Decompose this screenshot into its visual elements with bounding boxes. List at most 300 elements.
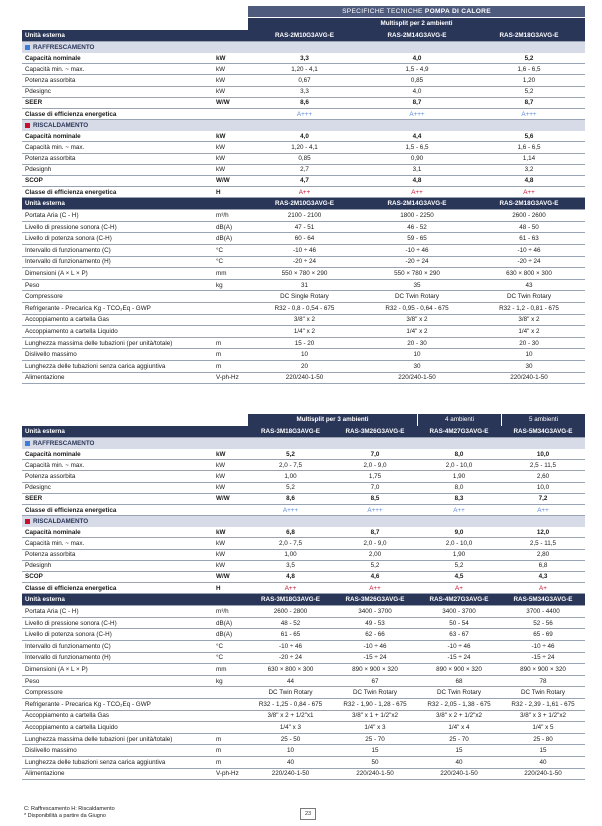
row-value: -20 ÷ 24 <box>278 654 303 662</box>
row-label: Refrigerante - Precarica Kg - TCO₂Eq - GWP <box>25 700 151 708</box>
spec-row <box>22 757 585 769</box>
row-label: Compressore <box>25 689 63 697</box>
model-name: RAS-2M14G3AVG-E <box>387 32 447 39</box>
model-name: RAS-5M34G3AVG-E <box>513 596 573 604</box>
heating-icon <box>25 519 30 524</box>
row-label: Intervallo di funzionamento (C) <box>25 642 111 650</box>
row-unit: kW <box>216 143 226 151</box>
row-value: 6,8 <box>286 528 295 536</box>
row-value: 3,3 <box>300 88 309 96</box>
row-value: 7,2 <box>538 495 548 503</box>
spec-row <box>22 699 585 711</box>
row-label: Peso <box>25 677 40 685</box>
row-value: 3/8" x 1 + 1/2"x2 <box>352 712 398 720</box>
spec-row <box>22 606 585 618</box>
row-value: 220/240-1-50 <box>524 770 562 778</box>
row-unit: m <box>216 758 222 766</box>
row-value: 8,6 <box>286 495 295 503</box>
row-unit: kW <box>216 484 226 492</box>
row-value: 3,5 <box>286 562 295 570</box>
cooling-rows <box>22 53 585 120</box>
row-label: Lunghezza massima delle tubazioni (per unità/totale) <box>25 735 173 743</box>
section-title: RISCALDAMENTO <box>33 518 89 526</box>
spec-row <box>22 245 585 257</box>
row-value: 8,3 <box>454 495 464 503</box>
outdoor-unit-label: Unità esterna <box>25 596 65 604</box>
row-value: 5,2 <box>286 450 295 458</box>
section-cooling <box>22 438 585 449</box>
row-value: 1,20 <box>522 76 536 84</box>
row-label: Capacità min. ~ max. <box>25 65 85 73</box>
row-value: 43 <box>525 281 533 289</box>
section-cooling <box>22 42 585 53</box>
row-value: 4,8 <box>524 177 534 185</box>
spec-row <box>22 505 585 516</box>
row-unit: kW <box>216 155 226 163</box>
row-value: 220/240-1-50 <box>440 770 478 778</box>
row-value: 220/240-1-50 <box>285 374 324 382</box>
row-label: Livello di potenza sonora (C-H) <box>25 631 112 639</box>
row-value: 4,8 <box>286 573 295 581</box>
row-label: Pdesignh <box>25 166 52 174</box>
row-label: Intervallo di funzionamento (H) <box>25 654 111 662</box>
row-value: A++ <box>369 584 381 592</box>
row-unit: dB(A) <box>216 235 233 243</box>
row-value: 4,4 <box>412 132 422 140</box>
row-value: 1,6 - 6,5 <box>517 65 541 73</box>
row-unit: kg <box>216 281 223 289</box>
row-unit: kW <box>216 166 226 174</box>
row-value: R32 - 2,39 - 1,61 - 675 <box>511 700 575 708</box>
row-value: 220/240-1-50 <box>356 770 394 778</box>
row-label: Potenza assorbita <box>25 551 76 559</box>
spec-table-2-rooms <box>22 6 585 384</box>
row-label: Refrigerante - Precarica Kg - TCO₂Eq - GWP <box>25 304 151 312</box>
model-name: RAS-4M27G3AVG-E <box>429 428 489 435</box>
row-value: A+ <box>539 584 547 592</box>
section-title: RISCALDAMENTO <box>33 122 89 130</box>
row-value: 4,0 <box>412 54 422 62</box>
row-value: 3/8" x 3 + 1/2"x2 <box>520 712 566 720</box>
row-value: 0,67 <box>298 76 311 84</box>
row-value: 3/8" x 2 + 1/2"x2 <box>436 712 482 720</box>
row-value: DC Twin Rotary <box>268 689 313 697</box>
row-value: 5,2 <box>524 88 534 96</box>
row-unit: kW <box>216 539 226 547</box>
spec-row <box>22 494 585 505</box>
row-label: Pdesignh <box>25 562 52 570</box>
spec-row <box>22 338 585 350</box>
row-value: 15 <box>539 747 547 755</box>
heating-icon <box>25 123 30 128</box>
row-value: A++ <box>453 506 465 514</box>
row-label: Potenza assorbita <box>25 472 76 480</box>
model-header-row <box>22 426 585 438</box>
row-value: 2600 - 2800 <box>273 608 308 616</box>
row-label: Lunghezza delle tubazioni senza carica aggiuntiva <box>25 362 166 370</box>
spec-row <box>22 618 585 630</box>
row-value: 2,0 - 7,5 <box>278 539 303 547</box>
row-value: R32 - 0,8 - 0,54 - 675 <box>274 304 335 312</box>
row-value: 890 × 900 × 320 <box>436 666 482 674</box>
group-header-5-rooms: 5 ambienti <box>501 414 585 426</box>
row-unit: kW <box>216 551 226 559</box>
row-label: Lunghezza delle tubazioni senza carica aggiuntiva <box>25 758 166 766</box>
row-value: 40 <box>286 758 294 766</box>
spec-row <box>22 109 585 120</box>
row-label: Potenza assorbita <box>25 76 76 84</box>
row-unit: m <box>216 339 222 347</box>
row-value: 20 - 30 <box>519 339 539 347</box>
row-value: 50 <box>371 758 379 766</box>
row-label: Alimentazione <box>25 374 65 382</box>
row-label: Dimensioni (A × L × P) <box>25 270 88 278</box>
spec-row <box>22 653 585 665</box>
row-value: 220/240-1-50 <box>510 374 548 382</box>
spec-row <box>22 583 585 594</box>
row-value: A+ <box>455 584 463 592</box>
row-value: 1/4" x 3 <box>279 723 302 731</box>
spec-row <box>22 257 585 269</box>
row-unit: kW <box>216 65 226 73</box>
model-name: RAS-3M26G3AVG-E <box>345 428 405 435</box>
row-value: R32 - 1,90 - 1,28 - 675 <box>343 700 407 708</box>
row-value: DC Twin Rotary <box>507 293 551 301</box>
spec-row <box>22 142 585 153</box>
row-label: Dimensioni (A × L × P) <box>25 666 88 674</box>
row-value: 4,5 <box>454 573 464 581</box>
row-unit: V-ph-Hz <box>216 770 239 778</box>
row-unit: m <box>216 362 222 370</box>
row-label: Classe di efficienza energetica <box>25 188 117 196</box>
row-value: 2,0 - 10,0 <box>445 461 473 469</box>
row-unit: dB(A) <box>216 619 233 627</box>
row-value: -10 ÷ 46 <box>292 246 317 254</box>
model-name: RAS-2M10G3AVG-E <box>274 200 335 208</box>
row-label: Capacità min. ~ max. <box>25 539 85 547</box>
row-value: 52 - 56 <box>533 619 553 627</box>
row-value: 3/8" x 2 <box>518 316 540 324</box>
row-value: A++ <box>537 506 549 514</box>
row-value: DC Twin Rotary <box>437 689 481 697</box>
row-value: 35 <box>413 281 421 289</box>
section-title: RAFFRESCAMENTO <box>33 440 95 447</box>
row-value: 60 - 64 <box>294 235 315 243</box>
spec-row <box>22 572 585 583</box>
spec-row <box>22 641 585 653</box>
row-value: 9,0 <box>454 528 464 536</box>
row-value: DC Single Rotary <box>280 293 329 301</box>
spec-row <box>22 64 585 75</box>
spec-row <box>22 483 585 494</box>
row-unit: W/W <box>216 177 230 185</box>
row-unit: m <box>216 351 222 359</box>
model-name: RAS-2M18G3AVG-E <box>499 32 559 39</box>
spec-row <box>22 53 585 64</box>
row-label: Classe di efficienza energetica <box>25 506 117 514</box>
row-value: 61 - 65 <box>280 631 301 639</box>
row-value: 890 × 900 × 320 <box>520 666 566 674</box>
row-value: 20 - 30 <box>407 339 427 347</box>
row-unit: V-ph-Hz <box>216 374 239 382</box>
row-unit: mm <box>216 666 227 674</box>
row-unit: dB(A) <box>216 223 233 231</box>
row-value: A+++ <box>409 110 425 118</box>
row-value: 1,75 <box>368 472 382 480</box>
row-label: Pdesignc <box>25 484 51 492</box>
heating-rows <box>22 527 585 594</box>
row-value: A++ <box>411 188 423 196</box>
row-value: 1,00 <box>284 551 297 559</box>
row-value: 48 - 52 <box>280 619 301 627</box>
row-value: 0,85 <box>298 155 311 163</box>
spec-row <box>22 268 585 280</box>
row-unit: W/W <box>216 99 230 107</box>
row-value: 63 - 67 <box>449 631 469 639</box>
row-value: 630 × 800 × 300 <box>267 666 314 674</box>
row-value: 5,6 <box>524 132 534 140</box>
spec-row <box>22 87 585 98</box>
row-value: 3400 - 3700 <box>358 608 392 616</box>
section-title: RAFFRESCAMENTO <box>33 44 95 51</box>
row-label: Capacità nominale <box>25 528 81 536</box>
spec-row <box>22 165 585 176</box>
row-value: 1,5 - 4,9 <box>405 65 429 73</box>
row-label: Dislivello massimo <box>25 747 77 755</box>
row-value: A+++ <box>521 110 537 118</box>
row-value: 550 × 780 × 290 <box>281 270 328 278</box>
row-value: 550 × 780 × 290 <box>394 270 440 278</box>
outdoor-rows <box>22 606 585 780</box>
section-heating <box>22 516 585 527</box>
row-value: DC Twin Rotary <box>353 689 397 697</box>
row-value: 30 <box>413 362 421 370</box>
row-label: Livello di potenza sonora (C-H) <box>25 235 112 243</box>
row-value: 10 <box>300 351 308 359</box>
row-unit: H <box>216 584 221 592</box>
row-value: 1/4" x 2 <box>293 327 316 335</box>
row-unit: H <box>216 188 221 196</box>
spec-row <box>22 471 585 482</box>
row-value: 31 <box>300 281 308 289</box>
row-value: 7,0 <box>370 484 380 492</box>
row-value: -15 ÷ 24 <box>363 654 387 662</box>
row-label: Compressore <box>25 293 63 301</box>
row-value: 10 <box>413 351 421 359</box>
spec-row <box>22 222 585 234</box>
row-value: 8,6 <box>300 99 309 107</box>
row-value: 4,0 <box>412 88 422 96</box>
spec-row <box>22 745 585 757</box>
row-value: 3/8" x 2 + 1/2"x1 <box>267 712 314 720</box>
row-unit: W/W <box>216 573 230 581</box>
model-name: RAS-2M10G3AVG-E <box>274 32 335 39</box>
row-label: SEER <box>25 99 43 107</box>
spec-row <box>22 629 585 641</box>
spec-row <box>22 315 585 327</box>
row-label: Accoppiamento a cartella Gas <box>25 712 110 720</box>
spec-row <box>22 349 585 361</box>
row-label: Portata Aria (C - H) <box>25 608 79 616</box>
row-unit: kg <box>216 677 223 685</box>
row-label: Pdesignc <box>25 88 51 96</box>
row-label: Accoppiamento a cartella Liquido <box>25 327 118 335</box>
row-value: A++ <box>284 584 297 592</box>
row-value: 890 × 900 × 320 <box>352 666 398 674</box>
row-label: Capacità nominale <box>25 54 81 62</box>
row-value: 4,3 <box>538 573 548 581</box>
row-value: 8,7 <box>524 99 534 107</box>
row-value: A+++ <box>296 110 313 118</box>
row-value: 10,0 <box>536 484 550 492</box>
row-value: 2,80 <box>536 551 550 559</box>
spec-row <box>22 361 585 373</box>
row-value: A++ <box>298 188 311 196</box>
row-value: 25 - 70 <box>449 735 469 743</box>
row-value: R32 - 1,25 - 0,84 - 675 <box>258 700 323 708</box>
row-value: 67 <box>371 677 379 685</box>
row-unit: mm <box>216 270 227 278</box>
row-value: 47 - 51 <box>294 223 315 231</box>
row-unit: kW <box>216 54 226 62</box>
row-unit: m³/h <box>216 608 229 616</box>
banner-title-bold: POMPA DI CALORE <box>424 8 491 15</box>
row-value: 46 - 52 <box>407 223 427 231</box>
row-value: 20 <box>300 362 308 370</box>
heating-rows <box>22 131 585 198</box>
row-label: Lunghezza massima delle tubazioni (per unità/totale) <box>25 339 173 347</box>
row-value: 4,8 <box>412 177 422 185</box>
model-header-row <box>22 30 585 42</box>
row-value: -10 ÷ 46 <box>278 642 303 650</box>
row-value: 25 - 80 <box>533 735 553 743</box>
outdoor-unit-label: Unità esterna <box>25 32 65 39</box>
spec-row <box>22 326 585 338</box>
row-value: 2,0 - 10,0 <box>445 539 473 547</box>
cooling-icon <box>25 45 30 50</box>
row-value: 78 <box>539 677 547 685</box>
row-unit: W/W <box>216 495 230 503</box>
row-value: 1,90 <box>452 472 466 480</box>
row-value: 3,1 <box>412 166 422 174</box>
row-value: 220/240-1-50 <box>398 374 436 382</box>
row-value: 7,0 <box>370 450 380 458</box>
banner-title: SPECIFICHE TECNICHE <box>342 8 425 15</box>
group-header-4-rooms: 4 ambienti <box>417 414 501 426</box>
row-label: Classe di efficienza energetica <box>25 584 117 592</box>
spec-row <box>22 280 585 292</box>
spec-row <box>22 460 585 471</box>
row-unit: kW <box>216 132 226 140</box>
row-value: 2600 - 2600 <box>512 212 546 220</box>
row-value: 15 <box>371 747 379 755</box>
row-value: R32 - 2,05 - 1,38 - 675 <box>427 700 491 708</box>
row-value: 44 <box>286 677 294 685</box>
spec-row <box>22 98 585 109</box>
spec-row <box>22 210 585 222</box>
row-label: Intervallo di funzionamento (H) <box>25 258 111 266</box>
model-name: RAS-3M18G3AVG-E <box>260 596 321 604</box>
row-value: 5,2 <box>454 562 464 570</box>
outdoor-header-row <box>22 198 585 210</box>
page-number: 23 <box>300 808 316 820</box>
spec-row <box>22 75 585 86</box>
row-value: 1,14 <box>522 155 536 163</box>
row-value: 1/4" x 3 <box>364 723 386 731</box>
spec-row <box>22 538 585 549</box>
row-unit: kW <box>216 88 226 96</box>
spec-row <box>22 303 585 315</box>
spec-table-3-5-rooms <box>22 414 585 780</box>
row-label: Capacità min. ~ max. <box>25 143 85 151</box>
row-value: 61 - 63 <box>519 235 539 243</box>
row-value: 10 <box>525 351 533 359</box>
row-label: Capacità nominale <box>25 450 81 458</box>
spec-row <box>22 131 585 142</box>
row-value: 50 - 54 <box>449 619 469 627</box>
outdoor-rows <box>22 210 585 384</box>
row-value: 2,7 <box>300 166 309 174</box>
row-unit: °C <box>216 654 224 662</box>
spec-row <box>22 449 585 460</box>
row-unit: kW <box>216 562 226 570</box>
group-header: Multisplit per 2 ambienti <box>248 18 585 30</box>
row-value: 3,2 <box>524 166 534 174</box>
row-label: Accoppiamento a cartella Liquido <box>25 723 118 731</box>
row-value: 2,0 - 9,0 <box>363 461 387 469</box>
row-label: Accoppiamento a cartella Gas <box>25 316 110 324</box>
model-name: RAS-2M18G3AVG-E <box>499 200 559 208</box>
model-name: RAS-5M34G3AVG-E <box>513 428 573 435</box>
model-name: RAS-2M14G3AVG-E <box>387 200 447 208</box>
row-value: 30 <box>525 362 533 370</box>
row-value: 1,20 - 4,1 <box>291 143 318 151</box>
row-value: -20 ÷ 24 <box>292 258 317 266</box>
row-value: -10 ÷ 46 <box>447 642 471 650</box>
row-label: SCOP <box>25 573 43 581</box>
row-value: 10 <box>286 747 294 755</box>
row-value: 1/4" x 5 <box>532 723 554 731</box>
row-value: 2,5 - 11,5 <box>529 461 557 469</box>
row-value: DC Twin Rotary <box>521 689 565 697</box>
row-value: -10 ÷ 46 <box>531 642 555 650</box>
cooling-icon <box>25 441 30 446</box>
row-value: 2,5 - 11,5 <box>529 539 557 547</box>
row-value: 8,0 <box>454 450 464 458</box>
row-label: Livello di pressione sonora (C-H) <box>25 223 117 231</box>
row-value: 220/240-1-50 <box>271 770 310 778</box>
row-value: 8,5 <box>370 495 380 503</box>
row-unit: kW <box>216 76 226 84</box>
row-value: -20 ÷ 24 <box>517 258 541 266</box>
row-label: SEER <box>25 495 43 503</box>
model-name: RAS-4M27G3AVG-E <box>429 596 489 604</box>
row-unit: °C <box>216 246 224 254</box>
spec-row <box>22 291 585 303</box>
row-value: R32 - 1,2 - 0,81 - 675 <box>499 304 559 312</box>
row-value: 4,0 <box>300 132 309 140</box>
spec-row <box>22 722 585 734</box>
spec-row <box>22 233 585 245</box>
row-value: 3400 - 3700 <box>442 608 476 616</box>
outdoor-unit-label: Unità esterna <box>25 200 65 208</box>
row-value: 40 <box>455 758 463 766</box>
row-value: 0,85 <box>410 76 424 84</box>
row-label: Dislivello massimo <box>25 351 77 359</box>
row-label: Capacità min. ~ max. <box>25 461 85 469</box>
row-value: -10 ÷ 46 <box>363 642 387 650</box>
row-value: 5,2 <box>370 562 380 570</box>
